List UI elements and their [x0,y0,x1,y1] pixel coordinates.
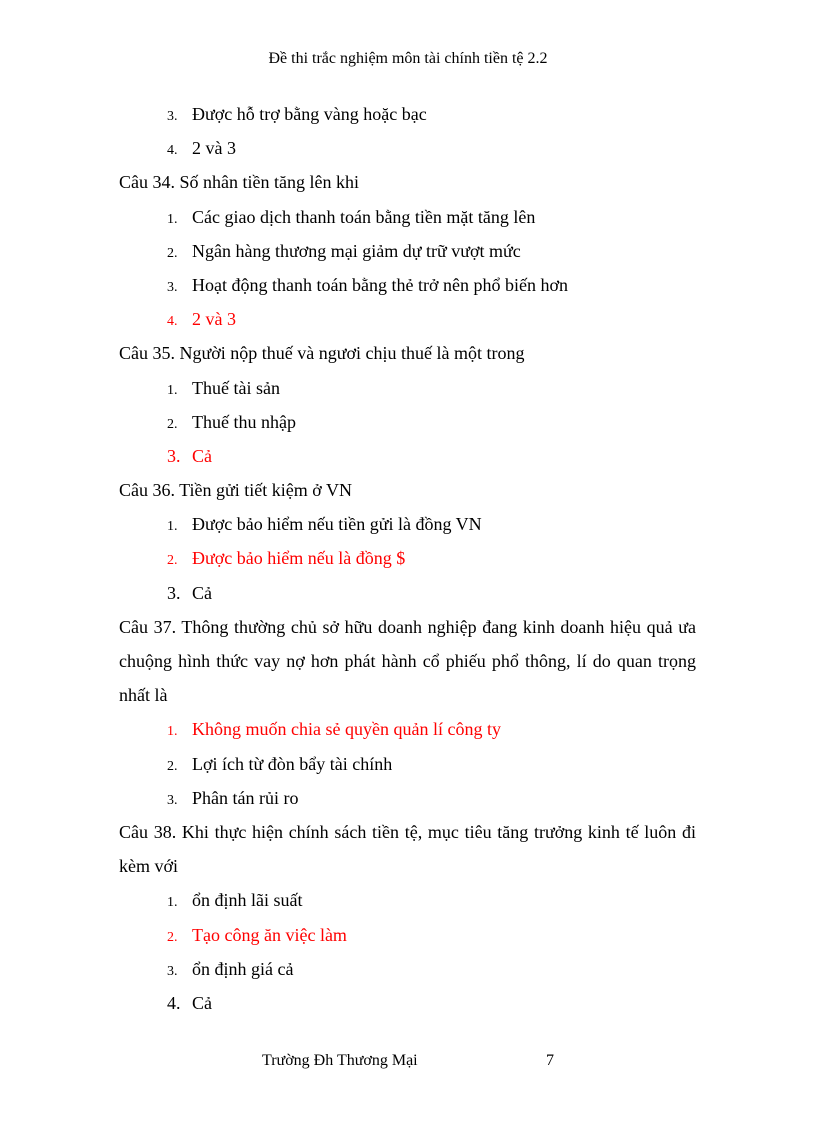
option-number: 2. [167,416,178,432]
option-number: 3. [167,109,178,124]
page-header: Đề thi trắc nghiệm môn tài chính tiền tệ 2.2 [268,50,548,67]
option-text: Cả [192,993,212,1013]
option-number: 2. [167,758,178,774]
answer-option-correct [119,918,696,952]
answer-option [119,200,696,234]
option-text: Cả [192,582,212,603]
answer-option [119,97,696,131]
option-text: Thuế tài sản [192,377,280,398]
question-text: Câu 34. Số nhân tiền tăng lên khi [119,172,359,193]
option-text: ổn định giá cả [192,958,294,979]
answer-option [119,234,696,268]
answer-option [119,131,696,165]
option-text: 2 và 3 [192,138,236,159]
answer-option [119,952,696,986]
option-number: 2. [167,245,178,261]
answer-option [119,883,696,917]
option-number: 3. [167,279,178,295]
option-text: Được bảo hiểm nếu tiền gửi là đồng VN [192,514,482,535]
answer-option [119,781,696,815]
option-number: 3. [167,445,181,466]
answer-option [119,576,696,610]
document-body [119,97,696,1020]
option-number: 1. [167,895,178,911]
option-number: 1. [167,211,178,227]
footer-school-name: Trường Đh Thương Mại [262,1052,418,1069]
option-number: 1. [167,519,178,535]
option-text: Được hỗ trợ bằng vàng hoặc bạc [192,104,427,124]
option-text: Phân tán rủi ro [192,787,299,808]
answer-option [119,747,696,781]
footer-page-number: 7 [546,1052,554,1069]
answer-option-correct [119,541,696,575]
option-number: 4. [167,143,178,159]
option-text: Thuế thu nhập [192,411,296,432]
option-text: ổn định lãi suất [192,890,303,911]
option-number: 2. [167,553,178,569]
option-number: 1. [167,382,178,398]
answer-option [119,986,696,1020]
answer-option-correct [119,712,696,746]
answer-option-correct [119,439,696,473]
answer-option [119,507,696,541]
question-text: Câu 38. Khi thực hiện chính sách tiền tệ, mục tiêu tăng trưởng kinh tế luôn đi kèm với [119,822,696,877]
option-text: Hoạt động thanh toán bằng thẻ trở nên phổ biến hơn [192,274,568,295]
option-text: Các giao dịch thanh toán bằng tiền mặt tăng lên [192,206,536,227]
option-text: Được bảo hiểm nếu là đồng $ [192,548,406,569]
answer-option [119,268,696,302]
option-text: 2 và 3 [192,309,236,330]
option-text: Lợi ích từ đòn bẩy tài chính [192,753,393,774]
answer-option [119,405,696,439]
question-text: Câu 36. Tiền gửi tiết kiệm ở VN [119,480,352,501]
option-text: Cả [192,445,212,466]
answer-option [119,371,696,405]
question-text: Câu 37. Thông thường chủ sở hữu doanh nghiệp đang kinh doanh hiệu quả ưa chuộng hình thức vay nợ hơn phát hành cổ phiếu phổ thông, lí do quan trọng nhất là [119,616,696,706]
question-text: Câu 35. Người nộp thuế và ngươi chịu thuế là một trong [119,343,525,364]
option-number: 4. [167,314,178,330]
option-number: 3. [167,792,178,808]
option-number: 4. [167,993,181,1013]
option-number: 3. [167,963,178,979]
option-text: Tạo công ăn việc làm [192,924,347,945]
option-text: Không muốn chia sẻ quyền quản lí công ty [192,719,501,740]
option-number: 3. [167,582,181,603]
option-number: 1. [167,724,178,740]
option-text: Ngân hàng thương mại giảm dự trữ vượt mức [192,240,521,261]
option-number: 2. [167,929,178,945]
answer-option-correct [119,302,696,336]
